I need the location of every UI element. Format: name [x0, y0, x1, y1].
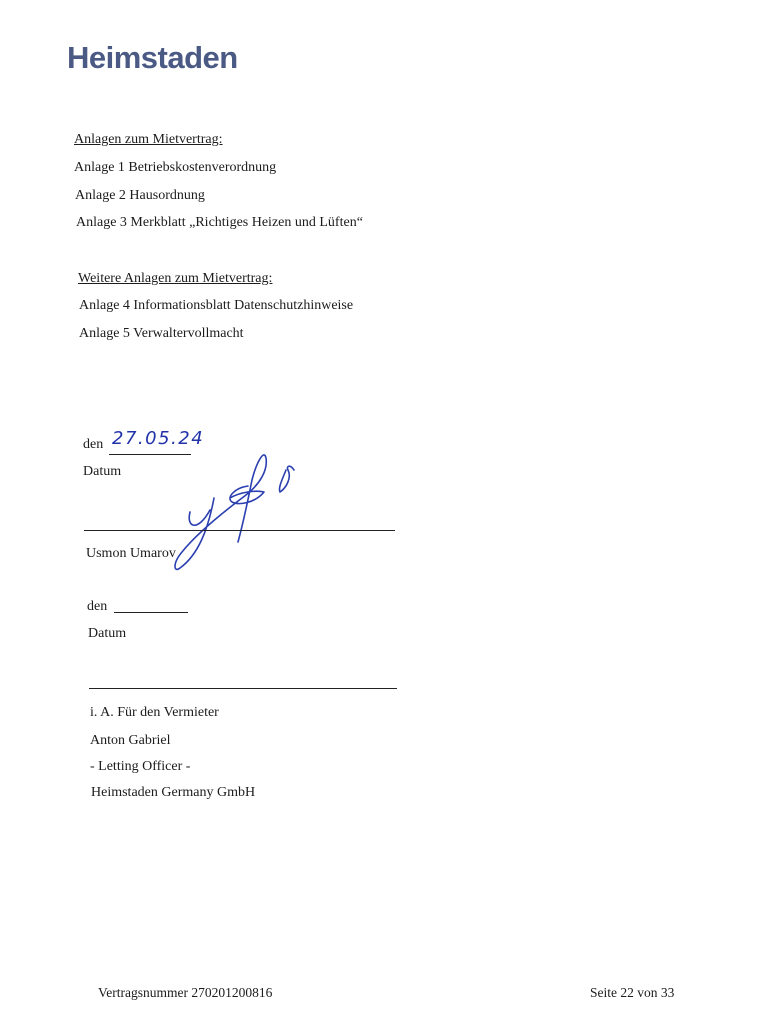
attachment-item: Anlage 1 Betriebskostenverordnung: [74, 160, 277, 175]
tenant-date-handwritten: 27.05.24: [112, 428, 205, 449]
tenant-datum-label: Datum: [83, 464, 122, 479]
landlord-line: - Letting Officer -: [90, 759, 191, 774]
landlord-date-field: [114, 598, 188, 613]
landlord-line: Heimstaden Germany GmbH: [91, 785, 256, 800]
tenant-signature-line: [84, 530, 395, 531]
tenant-name: Usmon Umarov: [86, 546, 176, 561]
footer-page-number: Seite 22 von 33: [590, 985, 675, 1000]
landlord-datum-label: Datum: [88, 626, 127, 641]
attachment-item: Anlage 3 Merkblatt „Richtiges Heizen und Lüften“: [76, 215, 363, 230]
landlord-signature-line: [89, 688, 397, 689]
attachment-item: Anlage 2 Hausordnung: [75, 188, 205, 203]
attachment-item: Anlage 4 Informationsblatt Datenschutzhinweise: [79, 298, 354, 313]
footer-contract-number: Vertragsnummer 270201200816: [98, 985, 273, 1000]
landlord-line: Anton Gabriel: [90, 733, 171, 748]
attachments-heading: Anlagen zum Mietvertrag:: [74, 132, 223, 147]
landlord-line: i. A. Für den Vermieter: [90, 705, 219, 720]
landlord-den-label: den: [87, 599, 108, 614]
tenant-den-label: den: [83, 437, 104, 452]
further-attachments-heading: Weitere Anlagen zum Mietvertrag:: [78, 271, 273, 286]
heimstaden-logo: Heimstaden: [67, 40, 238, 75]
tenant-signature: [168, 440, 318, 580]
attachment-item: Anlage 5 Verwaltervollmacht: [79, 326, 244, 341]
